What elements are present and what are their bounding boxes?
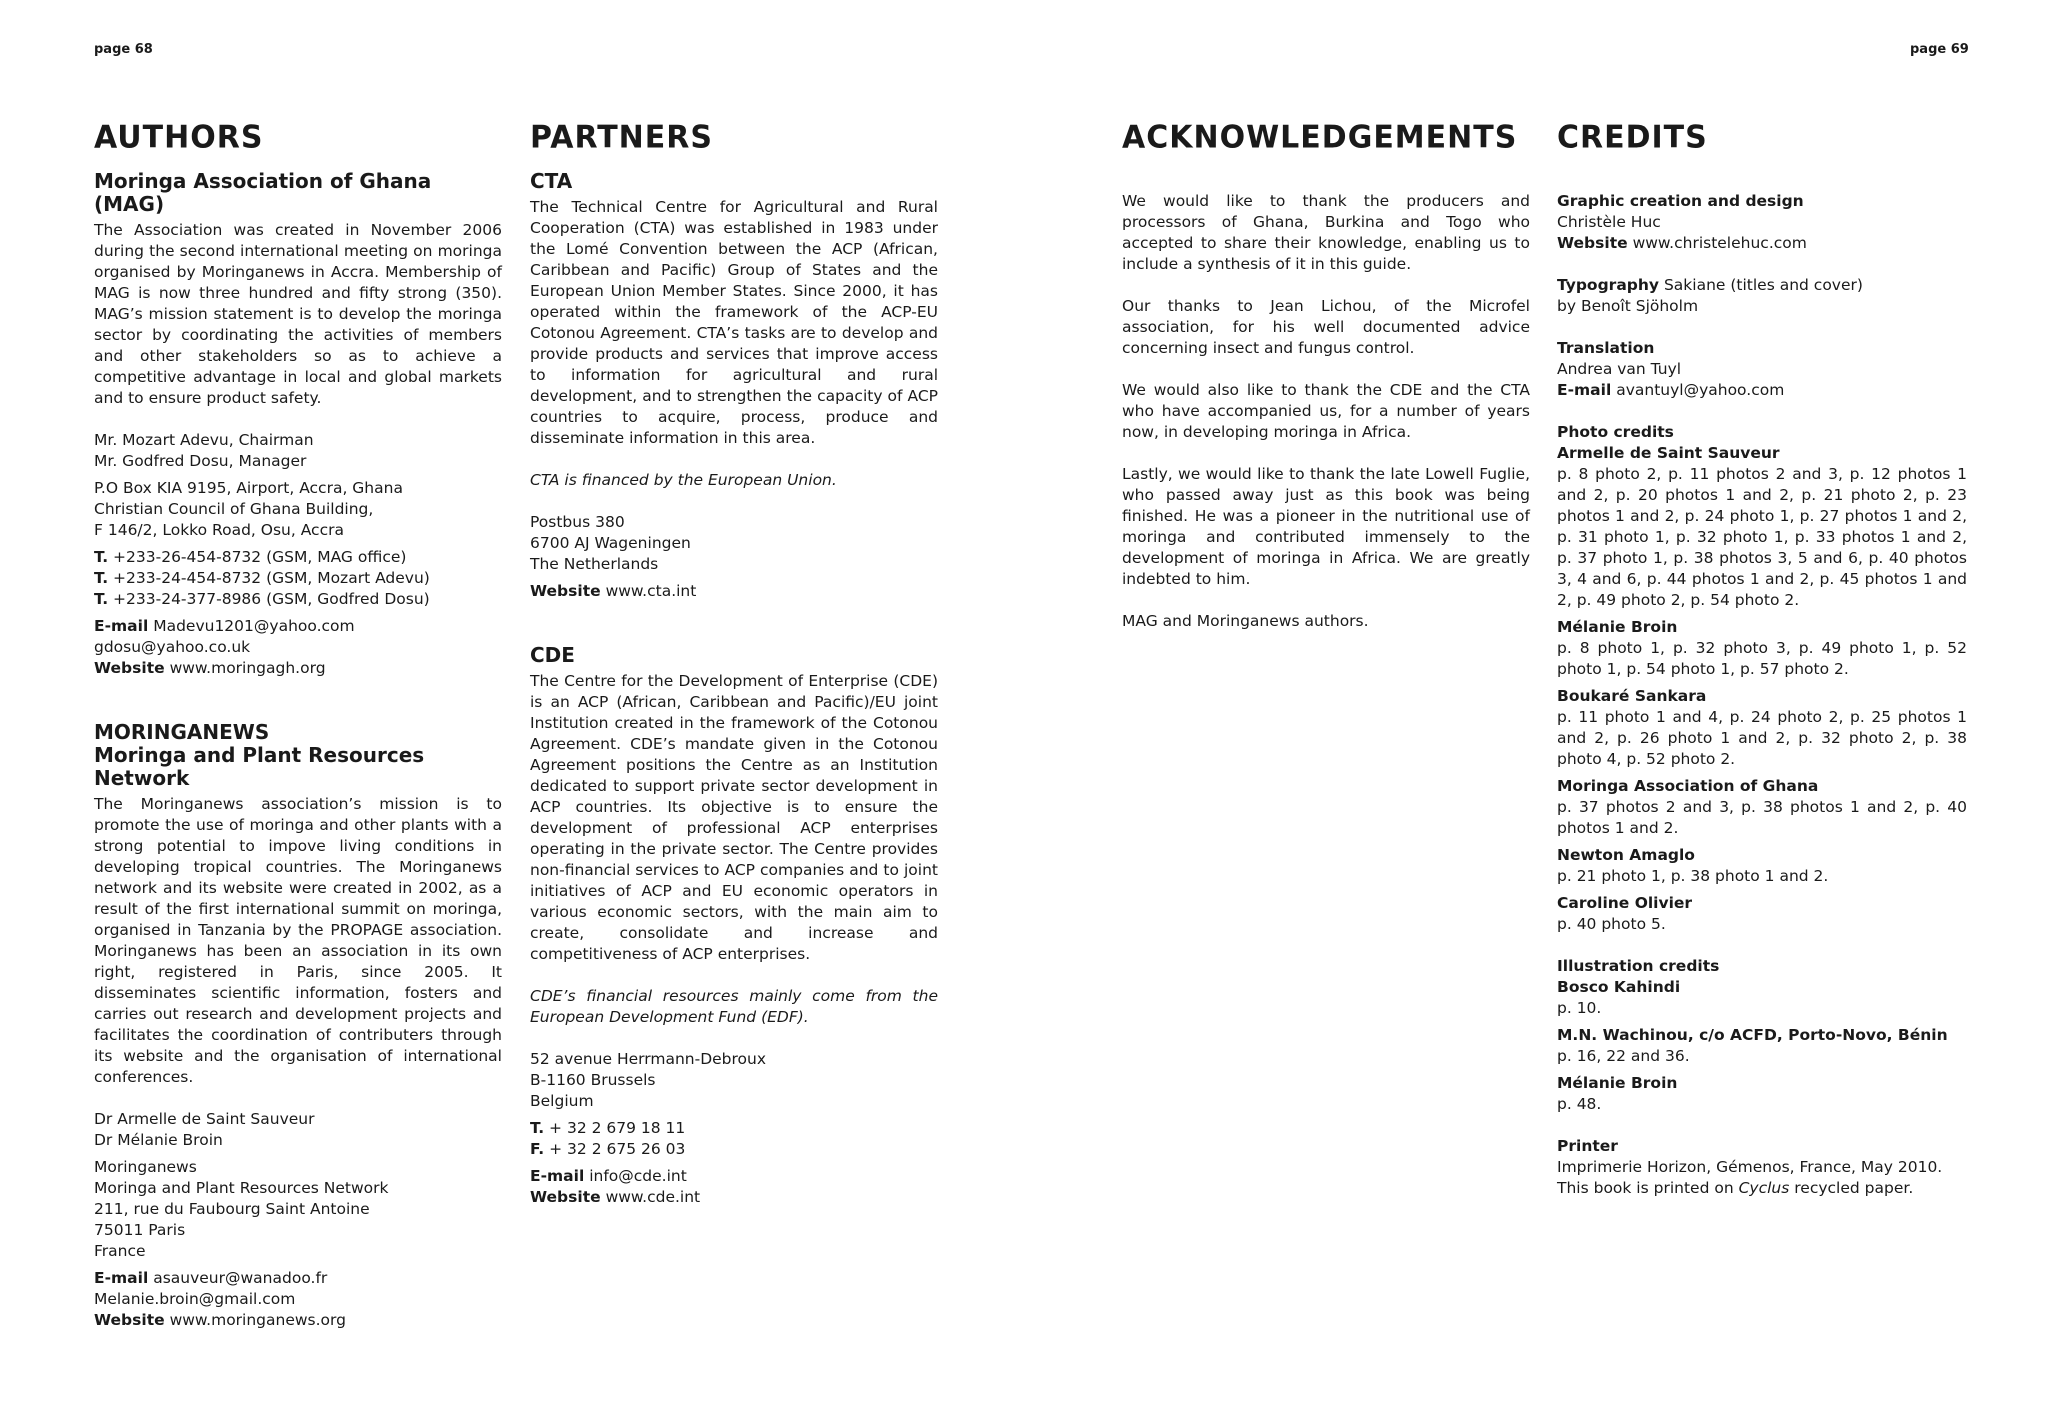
typography-author: by Benoît Sjöholm bbox=[1557, 297, 1699, 315]
moringanews-address: Moringa and Plant Resources Network bbox=[94, 1179, 389, 1197]
design-label: Graphic creation and design bbox=[1557, 192, 1804, 210]
moringanews-email: Melanie.broin@gmail.com bbox=[94, 1290, 296, 1308]
photo-credit-name: Moringa Association of Ghana bbox=[1557, 777, 1819, 795]
moringanews-heading: MORINGANEWS bbox=[94, 720, 270, 744]
moringanews-subheading: Moringa and Plant Resources Network bbox=[94, 743, 425, 790]
credits-column bbox=[1557, 118, 1967, 1199]
moringanews-email: E-mail asauveur@wanadoo.fr bbox=[94, 1269, 328, 1287]
mag-heading: Moringa Association of Ghana (MAG) bbox=[94, 169, 432, 216]
mag-email: E-mail Madevu1201@yahoo.com bbox=[94, 617, 355, 635]
cde-address: B-1160 Brussels bbox=[530, 1071, 656, 1089]
photo-credit-pages: p. 8 photo 1, p. 32 photo 3, p. 49 photo 1, p. 52 photo 1, p. 54 photo 1, p. 57 photo 2. bbox=[1557, 639, 1967, 678]
mag-phone: T. +233-26-454-8732 (GSM, MAG office) bbox=[94, 548, 407, 566]
cde-website: Website www.cde.int bbox=[530, 1188, 701, 1206]
illustration-credit-pages: p. 48. bbox=[1557, 1095, 1602, 1113]
mag-address: F 146/2, Lokko Road, Osu, Accra bbox=[94, 521, 344, 539]
cde-description: The Centre for the Development of Enterprise (CDE) is an ACP (African, Caribbean and Pacific)/EU joint Institution created in the framework of the Cotonou Agreement. CDE’s mandate given in the Cotonou Agreement positions the Centre as an Institution dedicated to support private sector development in ACP countries. Its objective is to ensure the development of professional ACP enterprises operating in the private sector. The Centre provides non-financial services to ACP companies and to joint initiatives of ACP and EU economic operators in various economic sectors, with the main aim to create, consolidate and increase and competitiveness of ACP enterprises. bbox=[530, 672, 938, 963]
illustration-credits-label: Illustration credits bbox=[1557, 957, 1720, 975]
mag-website: Website www.moringagh.org bbox=[94, 659, 326, 677]
partners-title: PARTNERS bbox=[530, 119, 713, 156]
moringanews-address: France bbox=[94, 1242, 146, 1260]
photo-credits-label: Photo credits bbox=[1557, 423, 1674, 441]
photo-credit-name: Caroline Olivier bbox=[1557, 894, 1693, 912]
cde-heading: CDE bbox=[530, 643, 575, 667]
page-number-left: page 68 bbox=[94, 42, 153, 57]
cde-phone: T. + 32 2 679 18 11 bbox=[530, 1119, 686, 1137]
cta-address: 6700 AJ Wageningen bbox=[530, 534, 691, 552]
photo-credit-name: Boukaré Sankara bbox=[1557, 687, 1707, 705]
authors-title: AUTHORS bbox=[94, 119, 264, 156]
moringanews-person: Dr Armelle de Saint Sauveur bbox=[94, 1110, 315, 1128]
cta-address: The Netherlands bbox=[530, 555, 659, 573]
translation-label: Translation bbox=[1557, 339, 1655, 357]
moringanews-description: The Moringanews association’s mission is to promote the use of moringa and other plants with a strong potential to impove living conditions in developing tropical countries. The Moringanews network and its website were created in 2002, as a result of the first international summit on moringa, organised in Tanzania by the PROPAGE association. Moringanews has been an association in its own right, registered in Paris, since 2005. It disseminates scientific information, fosters and carries out research and development projects and facilitates the coordination of contributers through its website and the organisation of international conferences. bbox=[94, 795, 502, 1086]
authors-column bbox=[94, 118, 502, 1331]
translation-name: Andrea van Tuyl bbox=[1557, 360, 1682, 378]
moringanews-address: 211, rue du Faubourg Saint Antoine bbox=[94, 1200, 370, 1218]
illustration-credit-name: M.N. Wachinou, c/o ACFD, Porto-Novo, Bénin bbox=[1557, 1026, 1948, 1044]
illustration-credit-name: Mélanie Broin bbox=[1557, 1074, 1678, 1092]
cde-address: Belgium bbox=[530, 1092, 594, 1110]
mag-phone: T. +233-24-454-8732 (GSM, Mozart Adevu) bbox=[94, 569, 430, 587]
design-name: Christèle Huc bbox=[1557, 213, 1661, 231]
moringanews-person: Dr Mélanie Broin bbox=[94, 1131, 223, 1149]
cde-fax: F. + 32 2 675 26 03 bbox=[530, 1140, 686, 1158]
illustration-credit-pages: p. 16, 22 and 36. bbox=[1557, 1047, 1690, 1065]
printer-label: Printer bbox=[1557, 1137, 1618, 1155]
acknowledgements-column bbox=[1122, 118, 1530, 632]
illustration-credit-name: Bosco Kahindi bbox=[1557, 978, 1681, 996]
cta-description: The Technical Centre for Agricultural and Rural Cooperation (CTA) was established in 1983 under the Lomé Convention between the ACP (African, Caribbean and Pacific) Group of States and the European Union Member States. Since 2000, it has operated within the framework of the ACP-EU Cotonou Agreement. CTA’s tasks are to develop and provide products and services that improve access to information for agricultural and rural development, and to strengthen the capacity of ACP countries to acquire, process, produce and disseminate information in this area. bbox=[530, 198, 938, 447]
partners-column bbox=[530, 118, 938, 1208]
illustration-credit-pages: p. 10. bbox=[1557, 999, 1602, 1017]
moringanews-address: 75011 Paris bbox=[94, 1221, 186, 1239]
cta-website: Website www.cta.int bbox=[530, 582, 697, 600]
mag-email: gdosu@yahoo.co.uk bbox=[94, 638, 251, 656]
cde-email: E-mail info@cde.int bbox=[530, 1167, 687, 1185]
typography: Typography Sakiane (titles and cover) bbox=[1557, 276, 1863, 294]
cta-address: Postbus 380 bbox=[530, 513, 625, 531]
mag-description: The Association was created in November 2006 during the second international meeting on moringa organised by Moringanews in Accra. Membership of MAG is now three hundred and fifty strong (350). MAG’s mission statement is to develop the moringa sector by coordinating the activities of members and other stakeholders so as to achieve a competitive advantage in local and global markets and to ensure product safety. bbox=[94, 221, 502, 407]
acknowledgements-title: ACKNOWLEDGEMENTS bbox=[1122, 119, 1518, 156]
photo-credit-pages: p. 21 photo 1, p. 38 photo 1 and 2. bbox=[1557, 867, 1829, 885]
mag-phone: T. +233-24-377-8986 (GSM, Godfred Dosu) bbox=[94, 590, 430, 608]
mag-person: Mr. Mozart Adevu, Chairman bbox=[94, 431, 314, 449]
photo-credit-name: Armelle de Saint Sauveur bbox=[1557, 444, 1780, 462]
photo-credit-pages: p. 11 photo 1 and 4, p. 24 photo 2, p. 25 photos 1 and 2, p. 26 photo 1 and 2, p. 32 photo 2, p. 38 photo 4, p. 52 photo 2. bbox=[1557, 708, 1967, 768]
acknowledgement-paragraph: Lastly, we would like to thank the late Lowell Fuglie, who passed away just as this book was being finished. He was a pioneer in the nutritional use of moringa and contributed immensely to the development of moringa in Africa. We are greatly indebted to him. bbox=[1122, 465, 1530, 588]
printer-text: Imprimerie Horizon, Gémenos, France, May 2010. bbox=[1557, 1158, 1943, 1176]
acknowledgement-signature: MAG and Moringanews authors. bbox=[1122, 612, 1369, 630]
page-number-right: page 69 bbox=[1910, 42, 1969, 57]
photo-credit-name: Newton Amaglo bbox=[1557, 846, 1695, 864]
cta-heading: CTA bbox=[530, 169, 573, 193]
photo-credit-name: Mélanie Broin bbox=[1557, 618, 1678, 636]
acknowledgement-paragraph: Our thanks to Jean Lichou, of the Microfel association, for his well documented advice concerning insect and fungus control. bbox=[1122, 297, 1530, 357]
acknowledgement-paragraph: We would also like to thank the CDE and the CTA who have accompanied us, for a number of years now, in developing moringa in Africa. bbox=[1122, 381, 1530, 441]
moringanews-website: Website www.moringanews.org bbox=[94, 1311, 346, 1329]
cde-financed: CDE’s financial resources mainly come from the European Development Fund (EDF). bbox=[530, 987, 938, 1026]
acknowledgement-paragraph: We would like to thank the producers and processors of Ghana, Burkina and Togo who accepted to share their knowledge, enabling us to include a synthesis of it in this guide. bbox=[1122, 192, 1530, 273]
cde-address: 52 avenue Herrmann-Debroux bbox=[530, 1050, 767, 1068]
translation-email: E-mail avantuyl@yahoo.com bbox=[1557, 381, 1785, 399]
photo-credit-pages: p. 40 photo 5. bbox=[1557, 915, 1666, 933]
moringanews-address: Moringanews bbox=[94, 1158, 197, 1176]
printed-on: This book is printed on Cyclus recycled paper. bbox=[1557, 1179, 1914, 1197]
mag-address: P.O Box KIA 9195, Airport, Accra, Ghana bbox=[94, 479, 403, 497]
mag-person: Mr. Godfred Dosu, Manager bbox=[94, 452, 307, 470]
credits-title: CREDITS bbox=[1557, 119, 1708, 156]
cta-financed: CTA is financed by the European Union. bbox=[530, 471, 837, 489]
design-website: Website www.christelehuc.com bbox=[1557, 234, 1807, 252]
mag-address: Christian Council of Ghana Building, bbox=[94, 500, 374, 518]
photo-credit-pages: p. 8 photo 2, p. 11 photos 2 and 3, p. 12 photos 1 and 2, p. 20 photos 1 and 2, p. 21 photo 2, p. 23 photos 1 and 2, p. 24 photo 1, p. 27 photos 1 and 2, p. 31 photo 1, p. 32 photo 1, p. 33 photos 1 and 2, p. 37 photo 1, p. 38 photos 3, 5 and 6, p. 40 photos 3, 4 and 6, p. 44 photos 1 and 2, p. 45 photos 1 and 2, p. 49 photo 2, p. 54 photo 2. bbox=[1557, 465, 1967, 609]
photo-credit-pages: p. 37 photos 2 and 3, p. 38 photos 1 and 2, p. 40 photos 1 and 2. bbox=[1557, 798, 1967, 837]
